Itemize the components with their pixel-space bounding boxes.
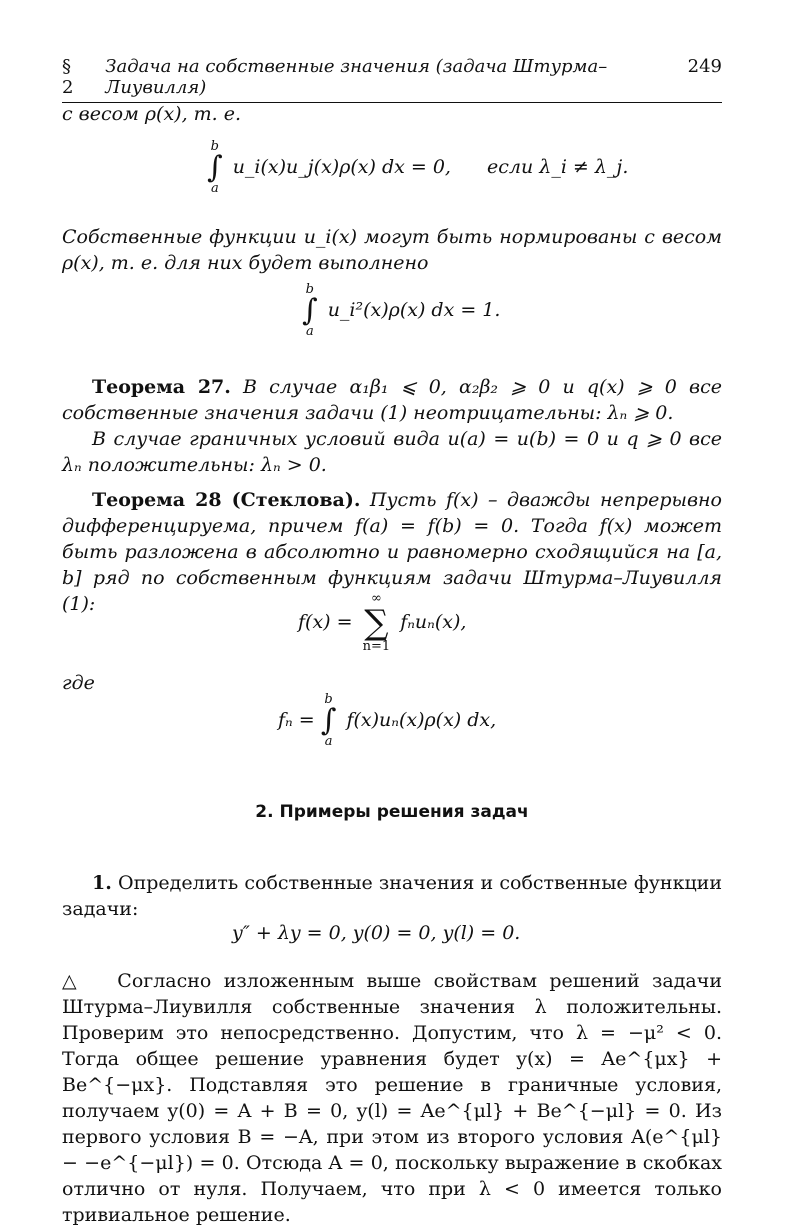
intro-line: с весом ρ(x), т. е. — [62, 103, 242, 125]
problem-equation: y″ + λy = 0, y(0) = 0, y(l) = 0. — [232, 922, 521, 944]
problem-number: 1. — [92, 872, 112, 894]
section-number: § 2 — [62, 56, 74, 98]
coefficient-formula — [278, 693, 496, 749]
solution-text: Согласно изложенным выше свойствам решений задачи Штурма–Лиувилля собственные значения λ положительны. Проверим это непосредственно. Допустим, что λ = −μ² < 0. Тогда общее решение уравнения будет y(x) = Ae^{μx} + Be^{−μx}. Подставляя это решение в граничные условия, получаем y(0) = A + B = 0, y(l) = Ae^{μl} + Be^{−μl} = 0. Из первого условия B = −A, при этом из второго условия A(e^{μl} − −e^{−μl}) = 0. Отсюда A = 0, поскольку выражение в скобках отлично от нуля. Получаем, что при λ < 0 имеется только тривиальное решение. — [62, 970, 722, 1226]
where-label: где — [62, 672, 95, 694]
section-heading: 2. Примеры решения задач — [255, 802, 529, 822]
integral-sign: b ∫ a — [207, 139, 223, 196]
theorem-28-text: Пусть f(x) – дважды непрерывно дифференцируема, причем f(a) = f(b) = 0. Тогда f(x) может быть разложена в абсолютно и равномерно сходящийся на [a, b] ряд по собственным функциям задачи Штурма–Лиувилля (1): — [62, 489, 722, 615]
problem-text: Определить собственные значения и собственные функции задачи: — [62, 872, 722, 920]
normalization-text: Собственные функции u_i(x) могут быть нормированы с весом ρ(x), т. е. для них будет выполнено — [62, 226, 722, 274]
orthogonality-condition: если λ_i ≠ λ_j. — [487, 156, 629, 178]
page-number: 249 — [687, 56, 722, 77]
normalization-integrand: u_i²(x)ρ(x) dx = 1. — [327, 299, 501, 321]
solution-paragraph — [62, 968, 722, 1228]
running-header — [62, 56, 722, 103]
orthogonality-integrand: u_i(x)u_j(x)ρ(x) dx = 0, — [232, 156, 451, 178]
series-formula — [298, 592, 466, 654]
coefficient-integrand: f(x)uₙ(x)ρ(x) dx, — [346, 709, 497, 731]
normalization-formula — [302, 283, 500, 339]
problem-1 — [62, 870, 722, 922]
series-lhs: f(x) = — [298, 611, 353, 633]
theorem-27-title: Теорема 27. — [92, 376, 231, 398]
orthogonality-formula — [207, 140, 628, 196]
integral-sign: b ∫ a — [302, 282, 318, 339]
theorem-27-text: В случае α₁β₁ ⩽ 0, α₂β₂ ⩾ 0 и q(x) ⩾ 0 все собственные значения задачи (1) неотрицательны: λₙ ⩾ 0. — [62, 376, 722, 424]
integral-sign: b ∫ a — [320, 692, 337, 749]
coefficient-lhs: fₙ = — [278, 709, 315, 731]
theorem-28-title: Теорема 28 (Стеклова). — [92, 489, 361, 511]
theorem-27-text-2: В случае граничных условий вида u(a) = u(b) = 0 и q ⩾ 0 все λₙ положительны: λₙ > 0. — [62, 428, 722, 476]
series-rhs: fₙuₙ(x), — [400, 611, 467, 633]
triangle-icon: △ — [62, 970, 83, 992]
theorem-27 — [62, 374, 722, 426]
sum-sign: ∞ ∑ n=1 — [362, 591, 391, 654]
header-title: Задача на собственные значения (задача Штурма–Лиувилля) — [105, 56, 608, 98]
